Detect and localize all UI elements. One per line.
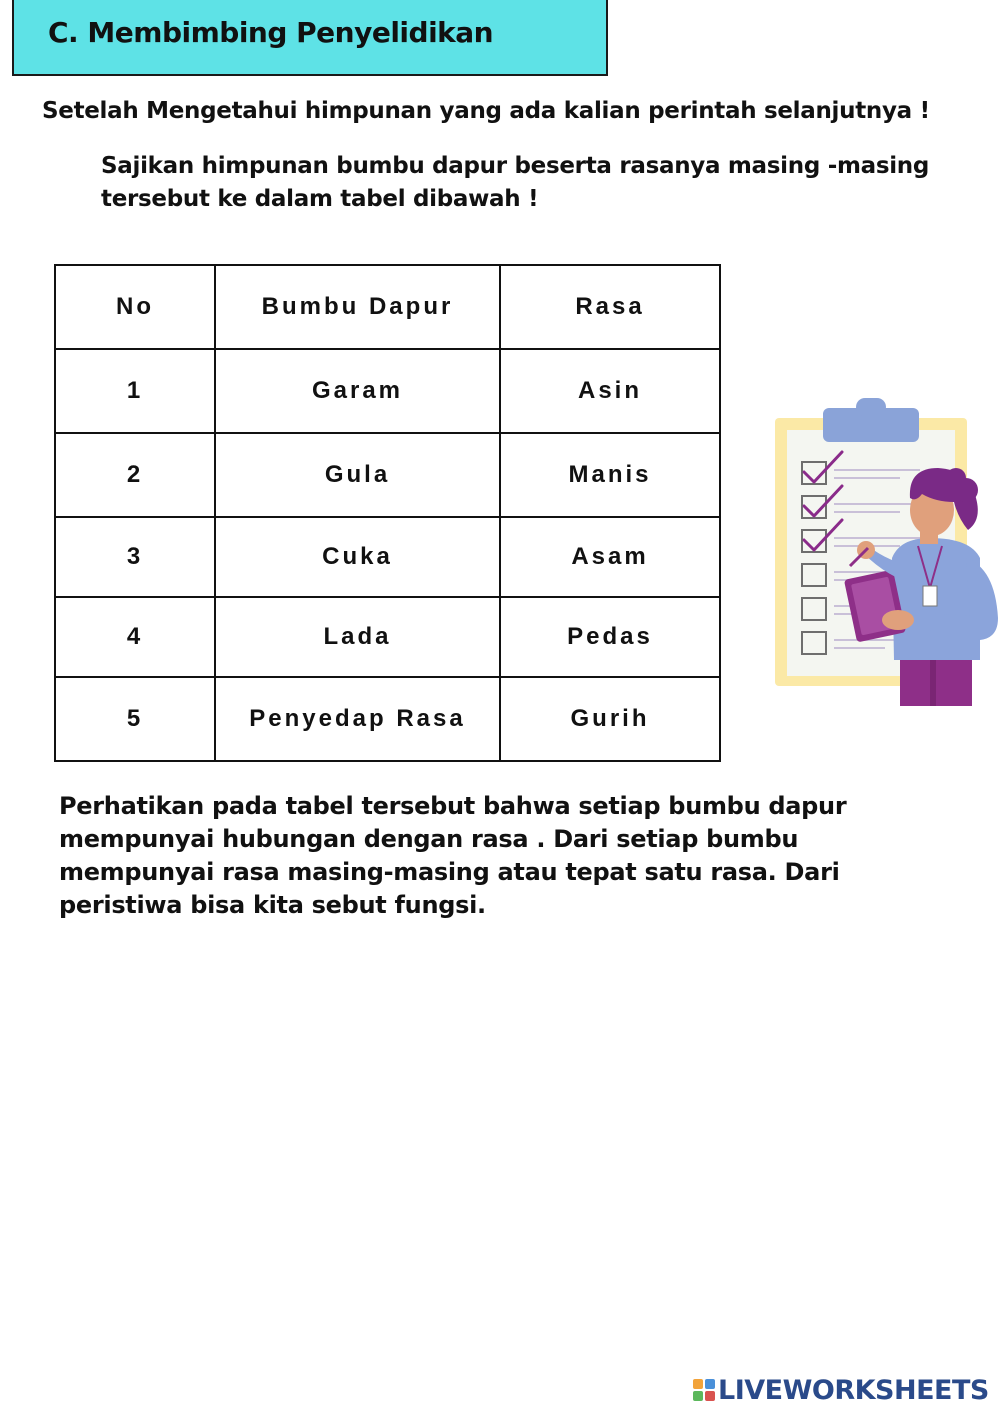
cell-bumbu: Lada [215, 597, 500, 677]
liveworksheets-logo-icon [693, 1379, 715, 1401]
header-bumbu-dapur: Bumbu Dapur [215, 265, 500, 349]
cell-rasa: Asin [500, 349, 720, 433]
table-row [55, 677, 720, 761]
cell-bumbu: Cuka [215, 517, 500, 597]
clipboard-checklist-illustration [770, 398, 1000, 708]
table-row [55, 349, 720, 433]
header-rasa: Rasa [500, 265, 720, 349]
cell-no: 5 [55, 677, 215, 761]
section-header [12, 0, 608, 76]
table-header-row [55, 265, 720, 349]
explanation-paragraph: Perhatikan pada tabel tersebut bahwa setiap bumbu dapur mempunyai hubungan dengan rasa . Dari setiap bumbu mempunyai rasa masing-masing atau tepat satu rasa. Dari peristiwa bisa kita sebut fungsi. [59, 792, 847, 919]
sub-instruction-text: Sajikan himpunan bumbu dapur beserta rasanya masing -masing tersebut ke dalam tabel dibawah ! [101, 153, 930, 212]
section-title: C. Membimbing Penyelidikan [48, 16, 494, 49]
header-no: No [55, 265, 215, 349]
instruction-text: Setelah Mengetahui himpunan yang ada kalian perintah selanjutnya ! [42, 98, 930, 124]
brand-name: LIVEWORKSHEETS [718, 1374, 989, 1406]
cell-no: 4 [55, 597, 215, 677]
cell-bumbu: Garam [215, 349, 500, 433]
cell-rasa: Manis [500, 433, 720, 517]
table-row [55, 517, 720, 597]
cell-rasa: Gurih [500, 677, 720, 761]
table-row [55, 597, 720, 677]
cell-rasa: Pedas [500, 597, 720, 677]
table-row [55, 433, 720, 517]
cell-no: 1 [55, 349, 215, 433]
cell-bumbu: Penyedap Rasa [215, 677, 500, 761]
bumbu-rasa-table [54, 264, 721, 762]
cell-no: 2 [55, 433, 215, 517]
cell-bumbu: Gula [215, 433, 500, 517]
cell-rasa: Asam [500, 517, 720, 597]
cell-no: 3 [55, 517, 215, 597]
liveworksheets-branding[interactable] [693, 1374, 989, 1406]
